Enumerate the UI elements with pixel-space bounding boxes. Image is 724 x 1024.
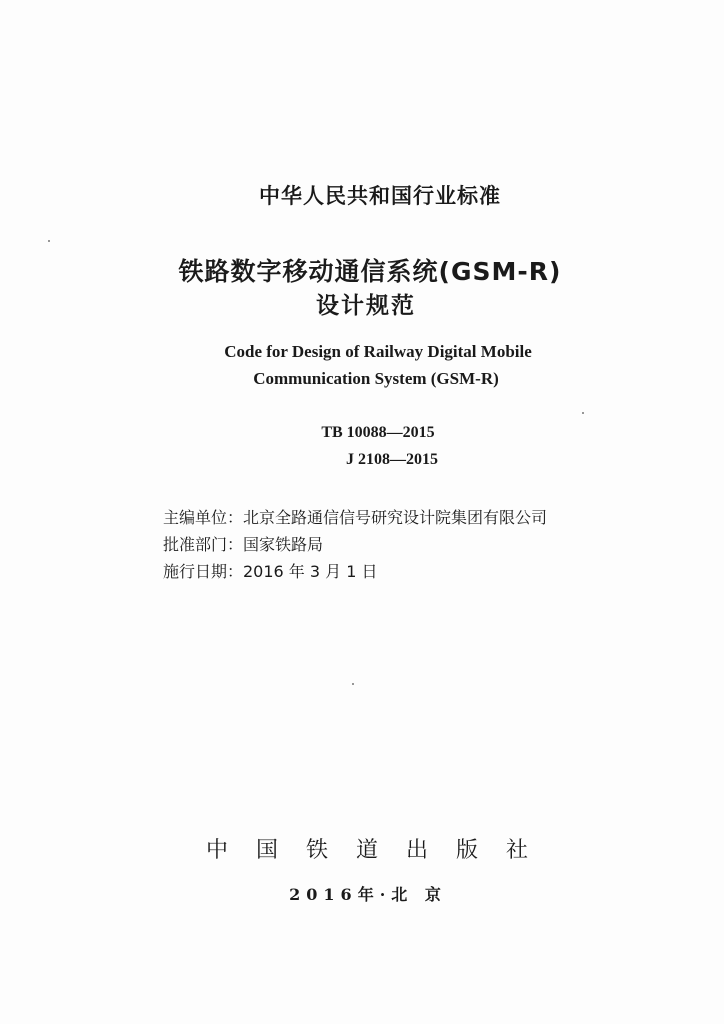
effective-date: 施行日期：2016 年 3 月 1 日 [163, 562, 378, 581]
main-title: 铁路数字移动通信系统(GSM-R) [178, 257, 562, 286]
publisher-name: 中国铁道出版社 [205, 838, 556, 863]
scan-speck [352, 683, 354, 685]
standard-code-j: J 2108—2015 [346, 451, 438, 468]
publication-place-year: 2016年·北 京 [289, 885, 447, 904]
editor-unit: 主编单位：北京全路通信信号研究设计院集团有限公司 [163, 508, 548, 527]
org-title: 中华人民共和国行业标准 [259, 184, 501, 208]
scan-speck [582, 412, 584, 414]
scan-speck [48, 240, 50, 242]
english-title-line-2: Communication System (GSM-R) [253, 369, 499, 388]
english-title-line-1: Code for Design of Railway Digital Mobile [224, 342, 532, 361]
standard-code-tb: TB 10088—2015 [321, 424, 435, 441]
approving-department: 批准部门：国家铁路局 [163, 535, 324, 554]
sub-title: 设计规范 [316, 293, 416, 319]
